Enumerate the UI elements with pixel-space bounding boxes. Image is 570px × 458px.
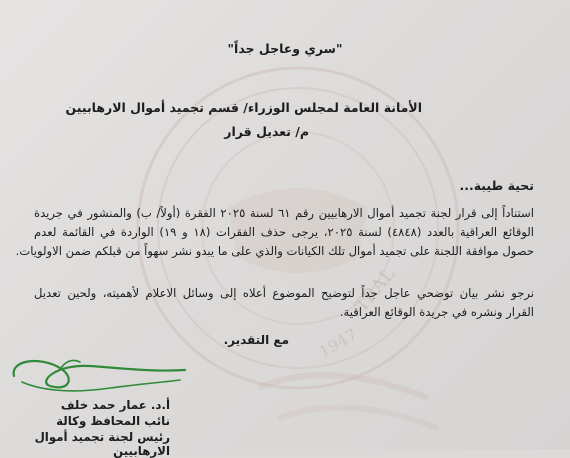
signatory-name: أ.د. عمار حمد خلف xyxy=(60,398,170,412)
paragraph-2-line: القرار ونشره في جريدة الوقائع العراقية. xyxy=(339,305,534,319)
signatory-position: رئيس لجنة تجميد أموال الارهابيين xyxy=(34,430,170,458)
paragraph-1-line: حصول موافقة اللجنة على تجميد أموال تلك الكيانات والذي على ما يبدو نشر سهواً من قبلكم ضمن الاولويات. xyxy=(15,244,534,258)
subject-line: م/ تعديل قرار xyxy=(224,124,309,139)
svg-text:1947: 1947 xyxy=(315,324,361,362)
signatory-title: نائب المحافظ وكالة xyxy=(56,414,170,428)
paragraph-2 xyxy=(34,284,534,322)
paragraph-1 xyxy=(15,204,534,261)
department-line: الأمانة العامة لمجلس الوزراء/ قسم تجميد أموال الارهابيين xyxy=(65,100,422,115)
closing-line: مع التقدير. xyxy=(223,333,289,347)
greeting: تحية طيبة... xyxy=(459,178,534,193)
paragraph-1-line: استناداً إلى قرار لجنة تجميد أموال الارهابيين رقم ٦١ لسنة ٢٠٢٥ الفقرة (أولاً/ ب) والمنشور في جريدة xyxy=(34,206,534,220)
paragraph-1-line: الوقائع العراقية بالعدد (٤٨٤٨) لسنة ٢٠٢٥، يرجى حذف الفقرات (١٨ و ١٩) الواردة في القائمة لعدم xyxy=(34,225,534,239)
svg-text:TRAL: TRAL xyxy=(350,264,400,317)
paragraph-2-line: نرجو نشر بيان توضحي عاجل جداً لتوضيح الموضوع أعلاه إلى وسائل الاعلام لأهميته، ولحين تعديل xyxy=(34,286,534,300)
classification-heading: "سري وعاجل جداً" xyxy=(227,41,343,56)
